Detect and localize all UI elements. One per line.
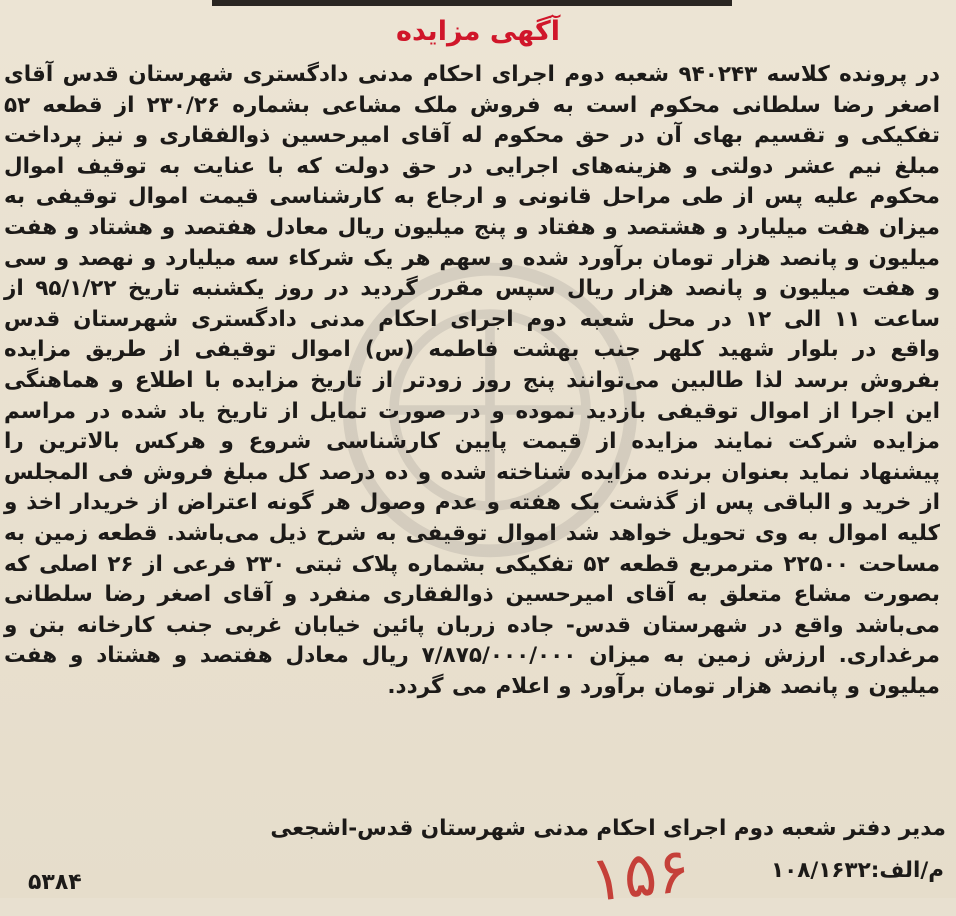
code-number: ۵۳۸۴ [28, 870, 82, 895]
handwritten-mark: ۱۵۶ [586, 832, 694, 916]
notice-body: در پرونده کلاسه ۹۴۰۲۴۳ شعبه دوم اجرای احکام مدنی دادگستری شهرستان قدس آقای اصغر رضا سلطانی محکوم است به فروش ملک مشاعی بشماره ۲۳۰/۲۶ از قطعه ۵۲ تفکیکی و تقسیم بهای آن در حق محکوم له آقای امیرحسین ذوالفقاری و نیز پرداخت مبلغ نیم عشر دولتی و هزینه‌های اجرایی در حق دولت که با عنایت به توقیف اموال محکوم علیه پس از طی مراحل قانونی و ارجاع به کارشناسی قیمت اموال توقیفی به میزان هفت میلیارد و هشتصد و هفتاد و پنج میلیون ریال معادل هفتصد و هشتاد و هفت میلیون و پانصد هزار تومان برآورد شده و سهم هر یک شرکاء سه میلیارد و نهصد و سی و هفت میلیون و پانصد هزار ریال سپس مقرر گردید در روز یکشنبه تاریخ ۹۵/۱/۲۲ از ساعت ۱۱ الی ۱۲ در محل شعبه دوم اجرای احکام مدنی دادگستری شهرستان قدس واقع در بلوار شهید کلهر جنب بهشت فاطمه (س) اموال توقیفی از طریق مزایده بفروش برسد لذا طالبین می‌توانند پنج روز زودتر از تاریخ مزایده با اطلاع و هماهنگی این اجرا از اموال توقیفی بازدید نموده و در صورت تمایل از تاریخ یاد شده در مراسم مزایده شرکت نمایند مزایده از قیمت پایین کارشناسی شروع و هرکس بالاترین را پیشنهاد نماید بعنوان برنده مزایده شناخته شده و ده درصد کل مبلغ فروش فی المجلس از خرید و الباقی پس از گذشت یک هفته و عدم وصول هر گونه اعتراض از خریدار اخذ و کلیه اموال به وی تحویل خواهد شد اموال توقیفی به شرح ذیل می‌باشد. قطعه زمین به مساحت ۲۲۵۰۰ مترمربع قطعه ۵۲ تفکیکی بشماره پلاک ثبتی ۲۳۰ فرعی از ۲۶ اصلی که بصورت مشاع متعلق به آقای امیرحسین ذوالفقاری منفرد و آقای اصغر رضا سلطانی می‌باشد واقع در شهرستان قدس- جاده زربان پائین خیابان غربی جنب کارخانه بتن و مرغداری. ارزش زمین به میزان ۷/۸۷۵/۰۰۰/۰۰۰ ریال معادل هفتصد و هشتاد و هفت میلیون و پانصد هزار تومان برآورد و اعلام می گردد. [4, 62, 941, 699]
notice-title: آگهی مزایده [396, 16, 560, 47]
reference-number: م/الف:۱۰۸/۱۶۳۲ [771, 858, 944, 883]
notice-signature: مدیر دفتر شعبه دوم اجرای احکام مدنی شهرستان قدس-اشجعی [270, 816, 946, 841]
top-border-rule [212, 0, 732, 6]
